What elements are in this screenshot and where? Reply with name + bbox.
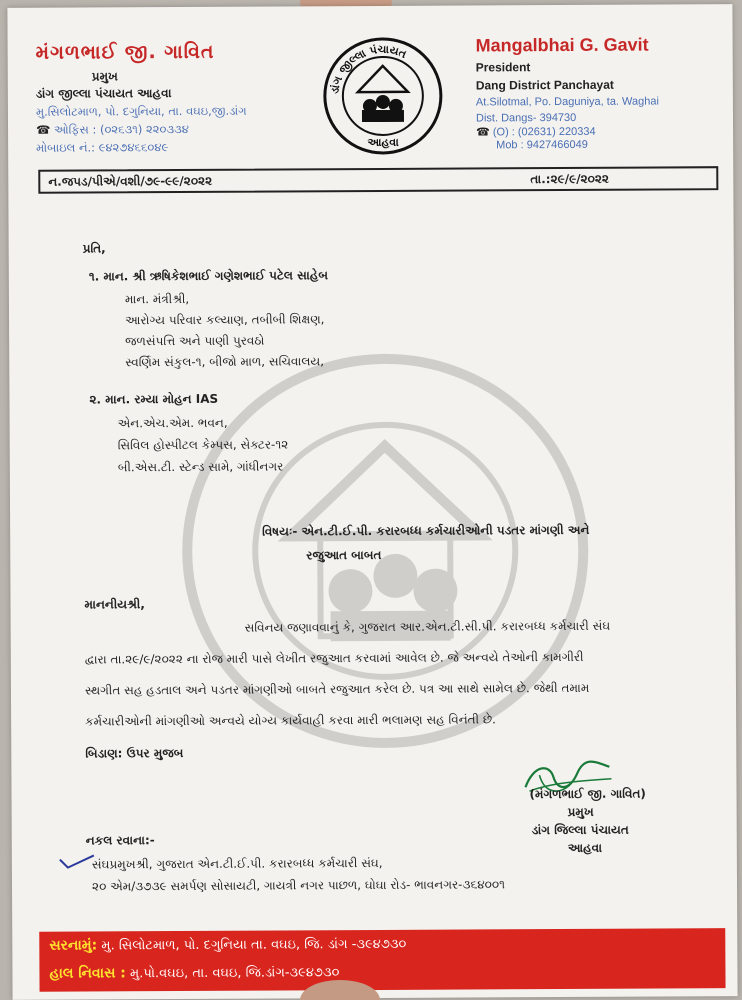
sender-office-en: [476, 124, 726, 138]
reference-number: ન.જપડ/પીએ/વશી/૭૯-૯૯/૨૦૨૨: [48, 173, 213, 189]
signatory-place: આહવા: [567, 840, 603, 855]
reference-box: [38, 166, 718, 194]
sender-address-gu: મુ.સિલોટમાળ, પો. દગુનિયા, તા. વઘઇ,જી.ડાંગ: [35, 103, 247, 119]
body-line-1: સવિનય જણાવવાનું કે, ગુજરાત આર.એન.ટી.સી.પી. કરારબધ્ધ કર્મચારી સંઘ: [244, 618, 611, 635]
sender-name-en: Mangalbhai G. Gavit: [475, 34, 649, 56]
sender-district-en: Dist. Dangs- 394730: [475, 111, 577, 125]
recipient-2-line3: બી.એસ.ટી. સ્ટેન્ડ સામે, ગાંધીનગર: [117, 459, 284, 475]
header-english: [476, 34, 727, 151]
recipient-2-line2: સિવિલ હોસ્પીટલ કેમ્પસ, સેક્ટર-૧૨: [117, 437, 289, 453]
salutation: માનનીયશ્રી,: [84, 597, 145, 612]
subject-line-2: રજુઆત બાબત: [306, 547, 382, 563]
sender-org-gu: ડાંગ જીલ્લા પંચાયત આહવા: [35, 86, 172, 101]
sender-role-en: President: [475, 60, 531, 75]
footer-line-2: [49, 964, 339, 982]
letter-date: તા.:૨૯/૯/૨૦૨૨: [530, 171, 609, 187]
recipient-1-line3: જળસંપત્તિ અને પાણી પુરવઠો: [125, 333, 265, 349]
letter-sheet: [7, 4, 737, 1000]
sender-address-en: At.Silotmal, Po. Daguniya, ta. Waghai: [475, 95, 659, 109]
sender-mobile-gu: મોબાઇલ નં.: ૯૪૨૭૪૬૬૦૪૯: [36, 140, 169, 155]
header-gujarati: [36, 40, 337, 156]
footer-address-bar: [39, 928, 725, 992]
footer-label-1: સરનામું:: [49, 937, 98, 954]
recipient-1-line4: સ્વર્ણિમ સંકુલ-૧, બીજો માળ, સચિવાલય,: [125, 354, 325, 370]
signatory-org: ડાંગ જિલ્લા પંચાયત: [531, 822, 629, 838]
recipient-1-line2: આરોગ્ય પરિવાર કલ્યાણ, તબીબી શિક્ષણ,: [125, 312, 325, 328]
panchayat-emblem-icon: [322, 36, 445, 157]
sender-org-en: Dang District Panchayat: [475, 77, 614, 93]
sender-office-gu: [36, 121, 336, 138]
prati-label: પ્રતિ,: [82, 241, 106, 256]
enclosure: બિડાણ: ઉપર મુજબ: [85, 745, 184, 761]
body-line-4: કર્મચારીઓની માંગણીઓ અન્વયે યોગ્ય કાર્યવાહી કરવા મારી ભલામણ સહ વિનંતી છે.: [85, 712, 496, 729]
copy-line-2: ૨૦ એમ/૩૭૩૯ સમર્પણ સોસાયટી, ગાયત્રી નગર પાછળ, ઘોઘા રોડ- ભાવનગર-૩૬૪૦૦૧: [91, 877, 506, 894]
phone-icon: ☎: [476, 126, 490, 139]
phone-icon: ☎: [36, 122, 51, 137]
sender-mobile-en: Mob : 9427466049: [496, 138, 588, 152]
signatory-role: પ્રમુખ: [567, 804, 594, 819]
footer-address-2: મુ.પો.વઘઇ, તા. વઘઇ, જિ.ડાંગ-૩૯૪૭૩૦: [129, 965, 340, 982]
sender-name-gu: મંગળભાઈ જી. ગાવિત: [35, 40, 215, 64]
recipient-1-name: ૧. માન. શ્રી ઋષિકેશભાઈ ગણેશભાઈ પટેલ સાહેબ: [88, 268, 329, 284]
recipient-2-line1: એન.એચ.એમ. ભવન,: [117, 415, 228, 431]
subject-line-1: વિષયઃ- એન.ટી.ઈ.પી. કરારબધ્ધ કર્મચારીઓની પડતર માંગણી અને: [262, 522, 590, 539]
sender-role-gu: પ્રમુખ: [91, 69, 118, 84]
copy-line-1: સંઘપ્રમુખશ્રી, ગુજરાત એન.ટી.ઈ.પી. કરારબધ્ધ કર્મચારી સંઘ,: [91, 855, 383, 872]
footer-label-2: હાલ નિવાસ :: [49, 965, 126, 982]
body-line-2: દ્વારા તા.૨૯/૯/૨૦૨૨ ના રોજ મારી પાસે લેખીત રજુઆત કરવામાં આવેલ છે. જે અન્વયે તેઓની કામગીરી: [84, 649, 584, 667]
office-phone-gu: ઓફિસ : (૦૨૬૩૧) ૨૨૦૩૩૪: [53, 121, 189, 137]
emblem-place: આહવા: [367, 135, 399, 150]
footer-line-1: [49, 936, 406, 954]
emblem-text: ડાંગ જીલ્લા પંચાયત: [327, 42, 409, 95]
signatory-name: (મંગળભાઈ જી. ગાવિત): [529, 786, 646, 802]
recipient-1-line1: માન. મંત્રીશ્રી,: [124, 291, 190, 307]
office-phone-en: (O) : (02631) 220334: [492, 125, 596, 139]
tick-mark-icon: [58, 853, 96, 869]
copy-label: નકલ રવાના:-: [85, 833, 155, 848]
footer-address-1: મુ. સિલોટમાળ, પો. દગુનિયા તા. વઘઇ, જિ. ડાંગ -૩૯૪૭૩૦: [101, 936, 407, 954]
recipient-2-name: ૨. માન. રમ્યા મોહન IAS: [89, 391, 219, 407]
body-line-3: સ્થગીત સહ હડતાલ અને પડતર માંગણીઓ બાબતે રજુઆત કરેલ છે. પત્ર આ સાથે સામેલ છે. જેથી તમામ: [84, 680, 590, 698]
